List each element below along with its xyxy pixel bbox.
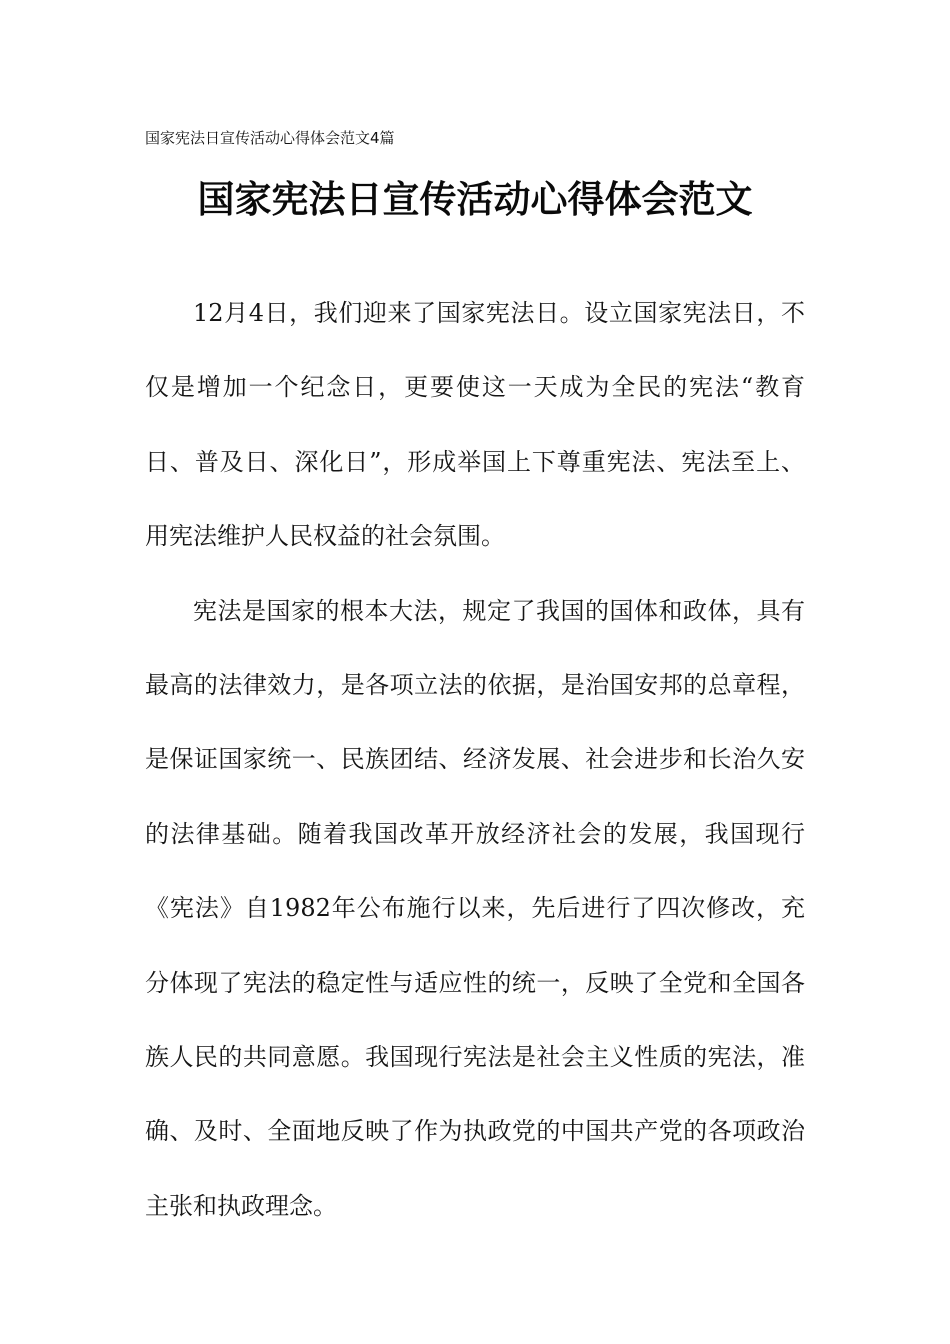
paragraph-1: 12月4日，我们迎来了国家宪法日。设立国家宪法日，不仅是增加一个纪念日，更要使这一天成为全民的宪法“教育日、普及日、深化日”，形成举国上下尊重宪法、宪法至上、用宪法维护人民权益的社会氛围。	[145, 299, 805, 551]
paragraph-2: 宪法是国家的根本大法，规定了我国的国体和政体，具有最高的法律效力，是各项立法的依据，是治国安邦的总章程，是保证国家统一、民族团结、经济发展、社会进步和长治久安的法律基础。随着我国改革开放经济社会的发展，我国现行《宪法》自1982年公布施行以来，先后进行了四次修改，充分体现了宪法的稳定性与适应性的统一，反映了全党和全国各族人民的共同意愿。我国现行宪法是社会主义性质的宪法，准确、及时、全面地反映了作为执政党的中国共产党的各项政治主张和执政理念。	[145, 596, 805, 1220]
running-header: 国家宪法日宣传活动心得体会范文4篇	[145, 129, 395, 147]
document-title: 国家宪法日宣传活动心得体会范文	[197, 178, 753, 221]
document-body	[145, 276, 805, 1243]
